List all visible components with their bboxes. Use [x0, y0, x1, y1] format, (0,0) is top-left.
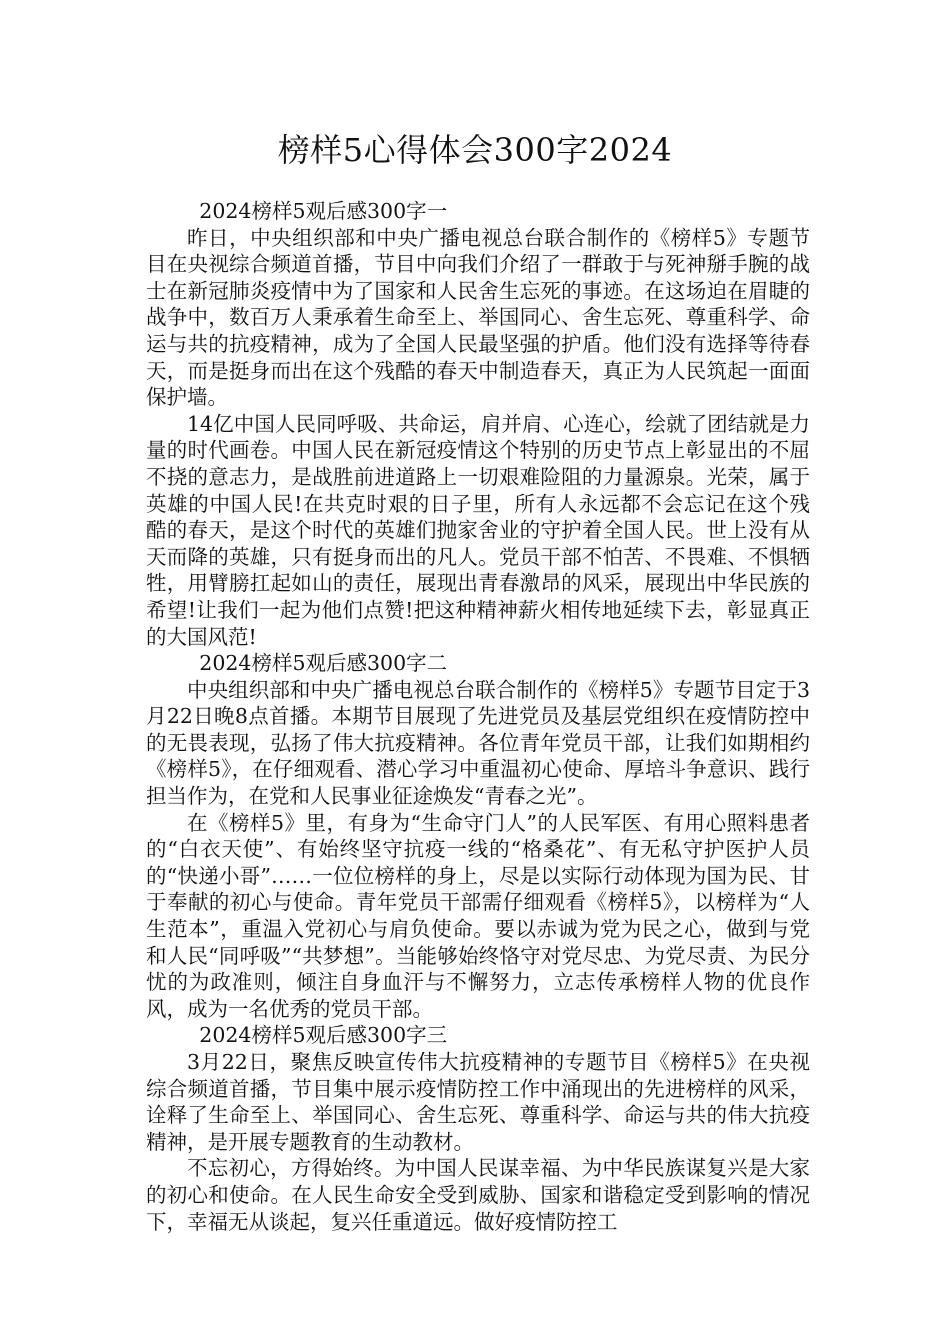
paragraph: 3月22日，聚焦反映宣传伟大抗疫精神的专题节目《榜样5》在央视综合频道首播，节目集中展示疫情防控工作中涌现出的先进榜样的风采，诠释了生命至上、举国同心、舍生忘死、尊重科学、命运与共的伟大抗疫精神，是开展专题教育的生动教材。 [146, 1050, 810, 1154]
section-heading-3: 2024榜样5观后感300字三 [199, 1023, 448, 1048]
paragraph: 在《榜样5》里，有身为“生命守门人”的人民军医、有用心照料患者的“白衣天使”、有始终坚守抗疫一线的“格桑花”、有无私守护医护人员的“快递小哥”……一位位榜样的身上，尽是以实际行动体现为国为民、甘于奉献的初心与使命。青年党员干部需仔细观看《榜样5》，以榜样为“人生范本”，重温入党初心与肩负使命。要以赤诚为党为民之心，做到与党和人民“同呼吸”“共梦想”。当能够始终恪守对党尽忠、为党尽责、为民分忧的为政准则，倾注自身血汗与不懈努力，立志传承榜样人物的优良作风，成为一名优秀的党员干部。 [146, 810, 810, 1021]
paragraph: 中央组织部和中央广播电视总台联合制作的《榜样5》专题节目定于3月22日晚8点首播。本期节目展现了先进党员及基层党组织在疫情防控中的无畏表现，弘扬了伟大抗疫精神。各位青年党员干部，让我们如期相约《榜样5》，在仔细观看、潜心学习中重温初心使命、厚培斗争意识、践行担当作为，在党和人民事业征途焕发“青春之光”。 [146, 677, 810, 809]
paragraph: 不忘初心，方得始终。为中国人民谋幸福、为中华民族谋复兴是大家的初心和使命。在人民生命安全受到威胁、国家和谐稳定受到影响的情况下，幸福无从谈起，复兴任重道远。做好疫情防控工 [146, 1156, 810, 1234]
document-body [146, 198, 810, 1235]
paragraph: 14亿中国人民同呼吸、共命运，肩并肩、心连心，绘就了团结就是力量的时代画卷。中国人民在新冠疫情这个特别的历史节点上彰显出的不屈不挠的意志力，是战胜前进道路上一切艰难险阻的力量源泉。光荣，属于英雄的中国人民!在共克时艰的日子里，所有人永远都不会忘记在这个残酷的春天，是这个时代的英雄们抛家舍业的守护着全国人民。世上没有从天而降的英雄，只有挺身而出的凡人。党员干部不怕苦、不畏难、不惧牺牲，用臂膀扛起如山的责任，展现出青春激昂的风采，展现出中华民族的希望!让我们一起为他们点赞!把这种精神薪火相传地延续下去，彰显真正的大国风范! [146, 411, 810, 649]
section-heading-2: 2024榜样5观后感300字二 [199, 651, 448, 676]
document-title: 榜样5心得体会300字2024 [277, 131, 673, 169]
paragraph: 昨日，中央组织部和中央广播电视总台联合制作的《榜样5》专题节目在央视综合频道首播，节目中向我们介绍了一群敢于与死神掰手腕的战士在新冠肺炎疫情中为了国家和人民舍生忘死的事迹。在这场迫在眉睫的战争中，数百万人秉承着生命至上、举国同心、舍生忘死、尊重科学、命运与共的抗疫精神，成为了全国人民最坚强的护盾。他们没有选择等待春天，而是挺身而出在这个残酷的春天中制造春天，真正为人民筑起一面面保护墙。 [146, 225, 810, 410]
section-heading-1: 2024榜样5观后感300字一 [199, 199, 448, 223]
